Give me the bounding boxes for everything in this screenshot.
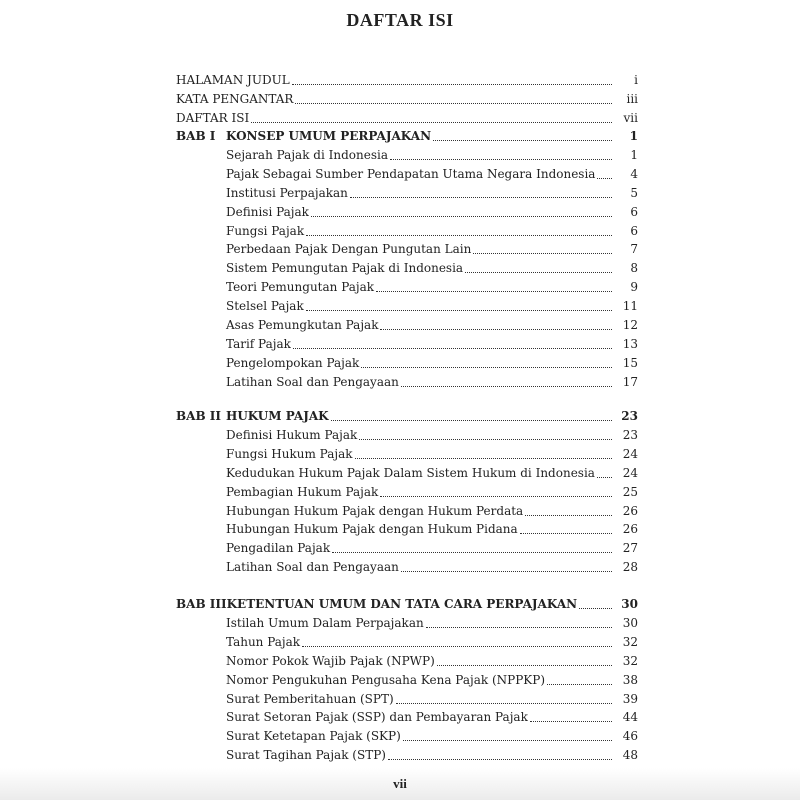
page-number: 24: [622, 447, 638, 461]
chapter-number: BAB I: [176, 129, 216, 143]
dot-leader: [332, 552, 612, 553]
dot-leader: [331, 420, 612, 421]
page-number: 27: [622, 541, 638, 555]
dot-leader: [597, 178, 612, 179]
dot-leader: [361, 367, 612, 368]
dot-leader: [388, 759, 612, 760]
section-label: Sejarah Pajak di Indonesia: [226, 148, 388, 162]
toc-front-entry: [176, 110, 638, 126]
page-number: 39: [622, 692, 638, 706]
page-number: 26: [622, 522, 638, 536]
dot-leader: [311, 216, 612, 217]
toc-section-entry: [226, 559, 638, 575]
dot-leader: [401, 571, 612, 572]
toc-section-entry: [226, 484, 638, 500]
toc-chapter-entry: [176, 408, 638, 424]
dot-leader: [292, 84, 612, 85]
page-number: iii: [626, 92, 638, 106]
page-number: 8: [630, 261, 638, 275]
page-number: 23: [621, 409, 638, 423]
dot-leader: [433, 140, 612, 141]
dot-leader: [380, 496, 612, 497]
dot-leader: [251, 122, 612, 123]
toc-section-entry: [226, 672, 638, 688]
toc-front-entry: [176, 72, 638, 88]
toc-chapter-entry: [176, 596, 638, 612]
page-number: 32: [622, 654, 638, 668]
toc-section-entry: [226, 223, 638, 239]
page-title: DAFTAR ISI: [346, 10, 454, 30]
dot-leader: [306, 310, 612, 311]
section-label: Definisi Hukum Pajak: [226, 428, 358, 442]
page-number: vii: [623, 111, 638, 125]
page-number: 1: [629, 129, 638, 143]
dot-leader: [525, 515, 612, 516]
section-label: Kedudukan Hukum Pajak Dalam Sistem Hukum di Indonesia: [226, 466, 595, 480]
page-number: 30: [621, 597, 638, 611]
toc-section-entry: [226, 241, 638, 257]
page-number: 15: [622, 356, 638, 370]
toc-section-entry: [226, 634, 638, 650]
section-label: Istilah Umum Dalam Perpajakan: [226, 616, 424, 630]
page-number: 30: [622, 616, 638, 630]
section-label: Pengelompokan Pajak: [226, 356, 360, 370]
page-number: 26: [622, 504, 638, 518]
section-label: Latihan Soal dan Pengayaan: [226, 375, 399, 389]
page-number: 23: [622, 428, 638, 442]
section-label: Teori Pemungutan Pajak: [226, 280, 375, 294]
entry-label: DAFTAR ISI: [176, 111, 250, 125]
toc-section-entry: [226, 653, 638, 669]
page-number: 5: [630, 186, 638, 200]
dot-leader: [520, 533, 612, 534]
toc-section-entry: [226, 336, 638, 352]
toc-section-entry: [226, 298, 638, 314]
toc-section-entry: [226, 709, 638, 725]
section-label: Hubungan Hukum Pajak dengan Hukum Pidana: [226, 522, 518, 536]
dot-leader: [355, 458, 613, 459]
toc-section-entry: [226, 166, 638, 182]
section-label: Fungsi Hukum Pajak: [226, 447, 353, 461]
dot-leader: [426, 627, 612, 628]
section-label: Fungsi Pajak: [226, 224, 305, 238]
dot-leader: [403, 740, 612, 741]
page-number: 48: [622, 748, 638, 762]
dot-leader: [380, 329, 612, 330]
dot-leader: [306, 235, 612, 236]
section-label: Latihan Soal dan Pengayaan: [226, 560, 399, 574]
toc-section-entry: [226, 355, 638, 371]
toc-section-entry: [226, 204, 638, 220]
dot-leader: [396, 703, 612, 704]
toc-section-entry: [226, 446, 638, 462]
section-label: Nomor Pokok Wajib Pajak (NPWP): [226, 654, 435, 668]
section-label: Sistem Pemungutan Pajak di Indonesia: [226, 261, 464, 275]
dot-leader: [359, 439, 612, 440]
chapter-title: KETENTUAN UMUM DAN TATA CARA PERPAJAKAN: [226, 597, 578, 611]
section-label: Surat Ketetapan Pajak (SKP): [226, 729, 401, 743]
section-label: Tahun Pajak: [226, 635, 301, 649]
entry-label: KATA PENGANTAR: [176, 92, 294, 106]
section-label: Surat Tagihan Pajak (STP): [226, 748, 386, 762]
page-number: 7: [630, 242, 638, 256]
toc-section-entry: [226, 615, 638, 631]
dot-leader: [293, 348, 612, 349]
toc-section-entry: [226, 317, 638, 333]
toc-section-entry: [226, 374, 638, 390]
dot-leader: [547, 684, 612, 685]
page-number: 44: [622, 710, 638, 724]
toc-section-entry: [226, 465, 638, 481]
toc-section-entry: [226, 540, 638, 556]
toc-chapter-entry: [176, 128, 638, 144]
dot-leader: [302, 646, 612, 647]
dot-leader: [473, 253, 612, 254]
section-label: Institusi Perpajakan: [226, 186, 348, 200]
entry-label: HALAMAN JUDUL: [176, 73, 290, 87]
footer-page-number: vii: [393, 776, 407, 791]
page-number: 17: [622, 375, 638, 389]
page-number: 38: [622, 673, 638, 687]
dot-leader: [376, 291, 612, 292]
toc-section-entry: [226, 521, 638, 537]
dot-leader: [530, 721, 612, 722]
dot-leader: [390, 159, 612, 160]
chapter-number: BAB III: [176, 597, 227, 611]
toc-section-entry: [226, 185, 638, 201]
chapter-title: HUKUM PAJAK: [226, 409, 329, 423]
section-label: Surat Pemberitahuan (SPT): [226, 692, 394, 706]
section-label: Pengadilan Pajak: [226, 541, 331, 555]
page-number: 13: [622, 337, 638, 351]
section-label: Hubungan Hukum Pajak dengan Hukum Perdata: [226, 504, 524, 518]
dot-leader: [295, 103, 612, 104]
section-label: Pajak Sebagai Sumber Pendapatan Utama Negara Indonesia: [226, 167, 596, 181]
section-label: Surat Setoran Pajak (SSP) dan Pembayaran Pajak: [226, 710, 528, 724]
page-number: 6: [630, 205, 638, 219]
section-label: Stelsel Pajak: [226, 299, 304, 313]
page-number: i: [634, 73, 638, 87]
page-number: 24: [622, 466, 638, 480]
page-number: 46: [622, 729, 638, 743]
chapter-title: KONSEP UMUM PERPAJAKAN: [226, 129, 432, 143]
toc-section-entry: [226, 728, 638, 744]
page-number: 4: [630, 167, 638, 181]
page-number: 9: [630, 280, 638, 294]
toc-section-entry: [226, 279, 638, 295]
section-label: Pembagian Hukum Pajak: [226, 485, 379, 499]
page-number: 25: [622, 485, 638, 499]
dot-leader: [579, 608, 612, 609]
toc-section-entry: [226, 691, 638, 707]
page-number: 6: [630, 224, 638, 238]
page-number: 11: [622, 299, 638, 313]
chapter-number: BAB II: [176, 409, 221, 423]
page-number: 32: [622, 635, 638, 649]
toc-section-entry: [226, 260, 638, 276]
page-number: 28: [622, 560, 638, 574]
toc-section-entry: [226, 503, 638, 519]
section-label: Perbedaan Pajak Dengan Pungutan Lain: [226, 242, 472, 256]
dot-leader: [597, 477, 612, 478]
dot-leader: [465, 272, 612, 273]
section-label: Asas Pemungkutan Pajak: [226, 318, 379, 332]
section-label: Definisi Pajak: [226, 205, 309, 219]
toc-section-entry: [226, 147, 638, 163]
toc-section-entry: [226, 747, 638, 763]
dot-leader: [437, 665, 612, 666]
section-label: Nomor Pengukuhan Pengusaha Kena Pajak (NPPKP): [226, 673, 546, 687]
toc-front-entry: [176, 91, 638, 107]
toc-section-entry: [226, 427, 638, 443]
dot-leader: [401, 386, 612, 387]
dot-leader: [350, 197, 612, 198]
page-number: 12: [622, 318, 638, 332]
page-number: 1: [630, 148, 638, 162]
section-label: Tarif Pajak: [226, 337, 291, 351]
